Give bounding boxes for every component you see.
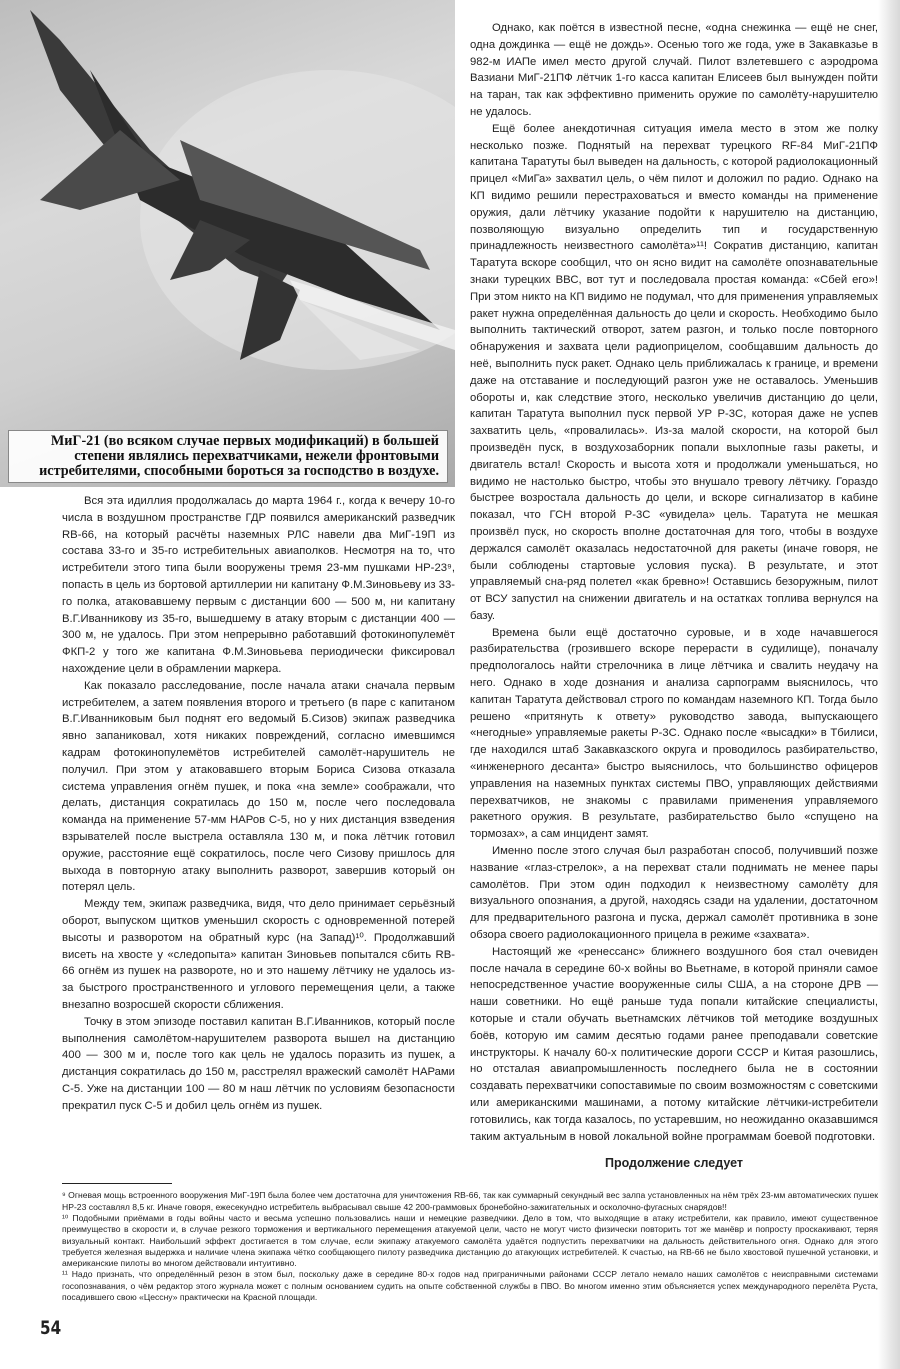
paragraph: Между тем, экипаж разведчика, видя, что дело принимает серьёзный оборот, выпуском щитков уменьшил скорость с одновременной потерей высоты и разворотом на обратный курс (на Запад)¹⁰. Продолжавший висеть на хвосте у «следопыта» капитан Зиновьев попытался сбить RB-66 огнём из пушек на развороте, но и это нашему лётчику не удалось из-за быстрого пространственного и углового перемещения цели, а также внезапно возросшей скорости сближения. (62, 898, 455, 1011)
footnote: ¹¹ Надо признать, что определённый резон в этом был, поскольку даже в середине 80-х годов над приграничными районами СССР летало немало наших самолётов с неисправными системами госопознавания, о чём редактор этого журнала может с полным основанием судить на опыте собственной службы в ПВО. Во многом именно этим объясняется успех международного перелёта Руста, посадившего свою «Цессну» практически на Красной площади. (62, 1269, 878, 1303)
footnote: ⁹ Огневая мощь встроенного вооружения МиГ-19П была более чем достаточна для уничтожения RB-66, так как суммарный секундный вес залпа установленных на нём трёх 23-мм автоматических пушек НР-23 составлял 8,5 кг. Иначе говоря, ежесекундно истребитель выбрасывал свыше 42 200-граммовых бронебойно-зажигательных и осколочно-фугасных снарядов!! (62, 1190, 878, 1212)
paragraph: Времена были ещё достаточно суровые, и в ходе начавшегося разбирательства (грозившего вскоре перерасти в судилище), поначалу предпологалось найти стрелочника в лице лётчика и свалить неудачу на него. Однако в ходе дознания и анализа сарпограмм выяснилось, что капитан Таратута действовал строго по командам наземного КП. Тогда было решено «притянуть к ответу» руководство завода, выпускающего «негодные» управляемые ракеты Р-3С. Однако после «высадки» в Тбилиси, где находился штаб Закавказского округа и проводилось разбирательство, «инженерного десанта» быстро выяснилось, что большинство офицеров управления на наземных пунктах системы ПВО, управляющих действиями перехватчиков, не знакомы с правилами применения управляемого ракетного оружия. В результате, разбирательство было «спущено на тормозах», а сам инцидент замят. (470, 626, 878, 841)
paragraph: Как показало расследование, после начала атаки сначала первым истребителем, а затем появления второго и третьего (в паре с капитаном В.Г.Иванниковым был поднят его ведомый Б.Сизов) экипаж разведчика явно запаниковал, хотя никаких повреждений, согласно имевшимся кадрам фотокинопулемётов истребителей самолёт-нарушитель не получил. При этом у атаковавшего вторым Бориса Сизова отказала система управления огнём пушек, и пока «на земле» соображали, что делать, дистанция сократилась до 150 м, после чего последовала команда на применение 57-мм НАРов С-5, но у них дистанция взведения взрывателей после выстрела оставляла 130 м, и пока лётчик готовил оружие, расстояние ещё сократилось, после чего Сизову пришлось для выхода в повторную атаку выполнить разворот, завершив который он потерял цель. (62, 679, 455, 894)
paragraph: Настоящий же «ренессанс» ближнего воздушного боя стал очевиден после начала в середине 60-х войны во Вьетнаме, в которой приняли самое непосредственное участие вооруженные силы США, а на стороне ДРВ — наши советники. Но ещё раньше туда попали китайские специалисты, которые и стали обучать вьетнамских лётчиков той методике воздушных боёв, которую им самим десятью годами ранее преподавали советские инструкторы. К началу 60-х политические дороги СССР и Китая разошлись, но отсталая авиапромышленность последнего была не в состоянии создавать перехватчики сопоставимые по своим возможностям с советскими или американскими машинами, а потому китайские лётчики-истребители готовились, как тогда казалось, по устаревшим, но неожиданно оказавшимся таким актуальным в новой локальной войне программам боевой подготовки. (470, 945, 878, 1143)
paragraph: Однако, как поётся в известной песне, «одна снежинка — ещё не снег, одна дождинка — ещё не дождь». Осенью того же года, уже в Закавказье в 982-м ИАПе имел место другой случай. Пилот взлетевшего с аэродрома Вазиани МиГ-21ПФ лётчик 1-го касса капитан Елисеев был вынужден пойти на таран, так как эффективно применить оружие по самолёту-нарушителю не удалось. (470, 22, 878, 118)
photo-caption: МиГ-21 (во всяком случае первых модификаций) в большей степени являлись перехватчиками, нежели фронтовыми истребителями, способными бороться за господство в воздухе. (8, 430, 448, 483)
footnotes (62, 1190, 878, 1303)
footnote: ¹⁰ Подобными приёмами в годы войны часто и весьма успешно пользовались наши и немецкие разведчики. Дело в том, что выходящие в атаку истребители, как правило, имеют существенное преимущество в скорости и, в случае резкого торможения и вертикального перемещения атакуемой цели, часто не могут чисто физически повторить тот же манёвр и попросту проскакивают, теряя визуальный контакт. Наибольший эффект достигается в том случае, если экипажу атакуемого самолёта удаётся подпустить перехватчики на дальность действительного огня. Однако для этого требуется железная выдержка и наличие члена экипажа чётко сообщающего пилоту разведчика дистанцию до атакующих истребителей. К счастью, на RB-66 не было хвостовой пушечной установки, и американские пилоты во многом действовали интуитивно. (62, 1212, 878, 1269)
jet-silhouette (0, 0, 455, 485)
paragraph: Вся эта идиллия продолжалась до марта 1964 г., когда к вечеру 10-го числа в воздушном пространстве ГДР появился американский разведчик RB-66, на который расчёты наземных РЛС навели два МиГ-19П из состава 33-го и 35-го истребительных авиаполков. Несмотря на то, что истребители этого типа были вооружены тремя 23-мм пушками НР-23⁹, попасть в цель из бортовой артиллерии ни капитану Ф.М.Зиновьеву из 33-го полка, атаковавшему первым с дистанции 600 — 500 м, ни капитану В.Г.Иванникову из 35-го, вышедшему в атаку вторым с дистанции 400 — 300 м, не удалось. При этом непрерывно работавший фотокинопулемёт ФКП-2 у того же капитана Ф.М.Зиновьева периодически фиксировал нахождение цели в обрамлении маркера. (62, 495, 455, 675)
paragraph: Ещё более анекдотичная ситуация имела место в этом же полку несколько позже. Поднятый на перехват турецкого RF-84 МиГ-21ПФ капитана Таратуты был выведен на дальность, с которой радиолокационный прицел «МиГа» захватил цель, о чём пилот и доложил по радио. Однако на КП видимо решили перестраховаться и вместо команды на применение оружия, дали лётчику указание подойти к нарушителю на дистанцию, позволяющую визуально определить тип и государственную принадлежность неизвестного самолёта»¹¹! Сократив дистанцию, капитан Таратута вскоре сообщил, что он ясно видит на самолёте опознавательные знаки турецких ВВС, вот тут и последовала простая команда: «Сбей его»! При этом никто на КП видимо не подумал, что для применения управляемых ракет нужна определённая дальность до цели и скорость. Необходимо было выполнить тактический отворот, затем разгон, и только после повторного обнаружения и захвата цели радиоприцелом, сообщавшим дальность до неё, выполнить пуск ракет. Однако цель приближалась к границе, и времени даже на отставание и последующий разгон уже не оставалось. Уменьшив обороты и, как следствие этого, несколько увеличив дистанцию до цели, капитан Таратута выполнил пуск первой УР Р-3С, которая даже не успев захватить цель, «провалилась». Из-за малой скорости, на которой был произведён пуск, в воздухозаборник попали выхлопные газы ракеты, и двигатель встал! Скорость и высота хотя и продолжали уменьшаться, но видимо не настолько быстро, чтобы это внушало тревогу лётчику. Гораздо быстрее возростала дальность до цели, и вскоре сигнализатор в кабине показал, что ГСН второй Р-3С «увидела» цель. Таратута не мешкая произвёл пуск, но скорость вполне достаточная для того, чтобы в воздухе держался самолёт оказалась недостаточной для ракеты (иначе говоря, не были соблюдены стартовые условия пуска). В результате, и этот управляемый сна-ряд полетел «как бревно»! Оставшись безоружным, пилот от ВСУ запустил на снижении двигатель и на остатках топлива вернулся на базу. (470, 122, 878, 622)
left-cell (0, 0, 455, 1114)
page-number: 54 (40, 1317, 62, 1340)
right-column (470, 0, 878, 1145)
footnote-divider (62, 1183, 172, 1184)
right-cell (470, 0, 878, 1171)
mig21-photo (0, 0, 455, 487)
paragraph: Именно после этого случая был разработан способ, получивший позже название «глаз-стрелок», а на перехват стали поднимать не менее пары самолётов. При этом один подходил к неизвестному самолёту для визуального опознания, а другой, находясь сзади на удалении, достаточном для предварительного разгона и пуска, держал самолёт противника в зоне обзора своего радиолокационного прицела в режиме «захвата». (470, 845, 878, 942)
to-be-continued: Продолжение следует (604, 1156, 744, 1171)
left-column (0, 487, 455, 1114)
paragraph: Точку в этом эпизоде поставил капитан В.Г.Иванников, который после выполнения самолётом-нарушителем разворота вышел на дистанцию 400 — 300 м и, после того как цель не удалось поразить из пушек, а дистанция сократилась до 150 м, расстрелял вражеский самолёт НАРами С-5. Уже на дистанции 100 — 80 м наш лётчик по условиям безопасности прекратил пуск С-5 и добил цель огнём из пушек. (62, 1015, 455, 1112)
